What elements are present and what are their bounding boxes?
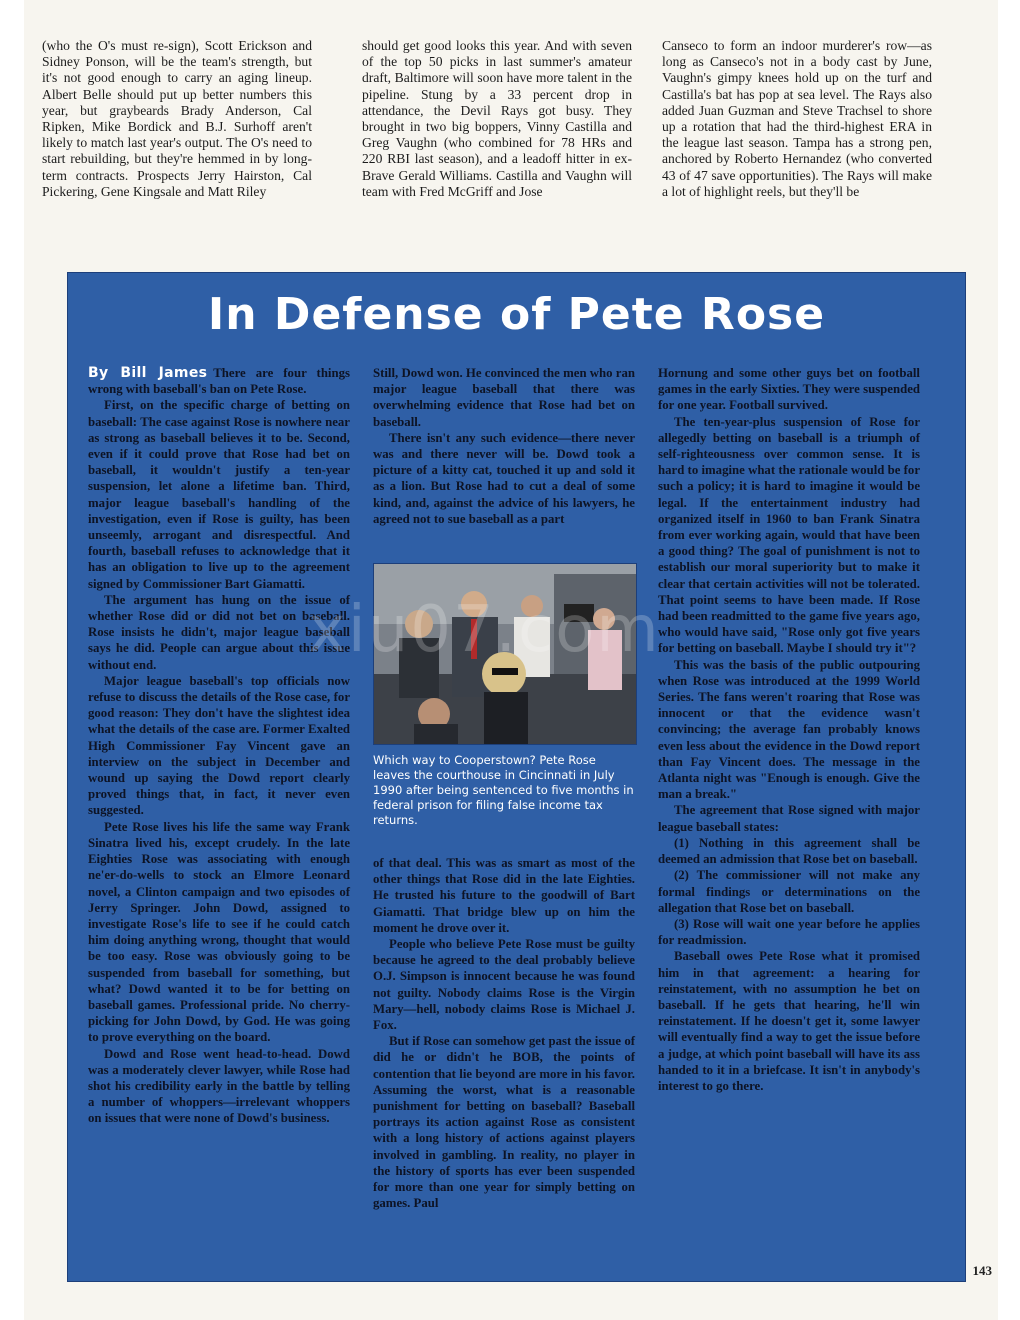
paragraph: Pete Rose lives his life the same way Frank Sinatra lived his, except crudely. In the late Eighties Rose was associating with enough ne'er-do-wells to stock an Elmore Leonard novel, a Clinton campaign and two episodes of Jerry Springer. John Dowd, assigned to investigate Rose's life to see if he could catch him doing anything wrong, thought that would be too easy. Rose was obviously going to be suspended from baseball for something, but what? Dowd wanted it to be for betting on baseball games. Professional pride. No cherry-picking for John Dowd, by God. He was going to prove everything on the board. (88, 819, 350, 1045)
paragraph (88, 365, 350, 397)
paragraph: Baseball owes Pete Rose what it promised him in that agreement: a hearing for reinstatement, with no assumption he bet on baseball. If he gets that hearing, he'll win reinstatement. If he doesn't get it, some lawyer will eventually find a way to get the issue before a judge, at which point baseball will have its ass handed to it in a briefcase. It isn't in anybody's interest to go there. (658, 949, 920, 1093)
top-column-2 (362, 38, 632, 200)
paragraph: The agreement that Rose signed with major league baseball states: (658, 803, 920, 834)
sidebar-column-2-top (373, 365, 635, 527)
paragraph: Major league baseball's top officials now refuse to discuss the details of the Rose case, for good reason: They don't have the slightest idea what the details of the case are. Former Exalted High Commissioner Fay Vincent gave an interview on the subject in December and wound up saying the Dowd report clearly proved things that, in fact, it never even suggested. (88, 673, 350, 818)
paragraph: There isn't any such evidence—there never was and there never will be. Dowd took a picture of a kitty cat, touched it up and sold it as a lion. But Rose had to cut a deal of some kind, and, against the advice of his lawyers, he agreed not to sue baseball as a part (373, 430, 635, 526)
sidebar-headline: In Defense of Pete Rose (207, 289, 826, 340)
paragraph: But if Rose can somehow get past the issue of did he or didn't he BOB, the points of contention that lie beyond are more in his favor. Assuming the worst, what is a reasonable punishment for betting on baseball? Baseball portrays its action against Rose as consistent with a long history of actions against players involved in gambling. In reality, no player in the history of sports has ever been suspended for more than one year for simply betting on games. Paul (373, 1034, 635, 1211)
page-number: 143 (972, 1263, 992, 1278)
paragraph: Still, Dowd won. He convinced the men who ran major league baseball that there was overwhelming evidence that Rose had bet on baseball. (373, 366, 635, 429)
top-column-text: should get good looks this year. And with seven of the top 50 picks in last summer's amateur draft, Baltimore will soon have more talent in the pipeline. Stung by a 33 percent drop in attendance, the Devil Rays got busy. They brought in two big boppers, Vinny Castilla and Greg Vaughn (who combined for 78 HRs and 220 RBI last season), and a leadoff hitter in ex-Brave Gerald Williams. Castilla and Vaughn will team with Fred McGriff and Jose (362, 38, 632, 199)
paragraph: (1) Nothing in this agreement shall be deemed an admission that Rose bet on baseball. (658, 835, 920, 867)
sidebar-column-2-bottom (373, 855, 635, 1211)
top-column-text: (who the O's must re-sign), Scott Erickson and Sidney Ponson, will be the team's strength, but it's not good enough to carry an aging lineup. Albert Belle should put up better numbers this year, but graybeards Brady Anderson, Cal Ripken, Mike Bordick and B.J. Surhoff aren't likely to match last year's output. The O's need to start rebuilding, but they're hemmed in by long-term contracts. Prospects Jerry Hairston, Cal Pickering, Gene Kingsale and Matt Riley (42, 38, 312, 199)
paragraph: (3) Rose will wait one year before he applies for readmission. (658, 916, 920, 948)
paragraph: Hornung and some other guys bet on football games in the early Sixties. They were suspended for one year. Football survived. (658, 366, 920, 413)
paragraph: First, on the specific charge of betting on baseball: The case against Rose is nowhere near as strong as baseball believes it to be. Second, even if it could prove that Rose had bet on baseball, it wouldn't justify a ten-year suspension, let alone a lifetime ban. Third, major league baseball's handling of the investigation, even if Rose is guilty, has been unseemly, arrogant and disrespectful. And fourth, baseball refuses to acknowledge that it has an obligation to live up to the agreement signed by Commissioner Bart Giamatti. (88, 398, 350, 591)
paragraph: This was the basis of the public outpouring when Rose was introduced at the 1999 World Series. The fans weren't roaring that Rose was innocent or that the evidence wasn't convincing; the average fan probably knows even less about the evidence in the Dowd report than Fay Vincent does. The message in the Atlanta night was "Enough is enough. Give the man a break." (658, 657, 920, 802)
paragraph-text: There are four things wrong with baseball's ban on Pete Rose. (88, 366, 350, 397)
top-column-3 (662, 38, 932, 200)
paragraph: The argument has hung on the issue of whether Rose did or did not bet on baseball. Rose insists he didn't, major league baseball says he did. People can argue about this issue without end. (88, 592, 350, 672)
paragraph: People who believe Pete Rose must be guilty because he agreed to the deal probably believe O.J. Simpson is innocent because he was found not guilty. Nobody claims Rose is the Virgin Mary—hell, nobody claims Rose is Michael J. Fox. (373, 937, 635, 1033)
top-column-text: Canseco to form an indoor murderer's row—as long as Canseco's not in a body cast by June, Vaughn's gimpy knees hold up on the turf and Castilla's bat has pop at sea level. The Rays also added Juan Guzman and Steve Trachsel to shore up a rotation that had the third-highest ERA in the league last season. Tampa has a strong pen, anchored by Roberto Hernandez (who converted 43 of 47 save opportunities). The Rays will make a lot of highlight reels, but they'll be (662, 38, 932, 199)
sidebar-column-1 (88, 365, 350, 1127)
byline: By Bill James (88, 365, 208, 381)
paragraph: Dowd and Rose went head-to-head. Dowd was a moderately clever lawyer, while Rose had shot his credibility early in the battle by telling a number of whoppers—irrelevant whoppers on issues that were none of Dowd's business. (88, 1046, 350, 1126)
paragraph: The ten-year-plus suspension of Rose for allegedly betting on baseball is a triumph of self-righteousness over common sense. It is hard to imagine what the rationale would be for such a policy; it is hard to imagine it would be legal. If the entertainment industry had organized itself in 1960 to ban Frank Sinatra from ever working again, would that have been a good thing? The goal of punishment is not to establish our moral superiority but to make it clear that certain activities will not be tolerated. That point seems to have been made. If Rose had been readmitted to the game five years ago, who would have said, "Rose only got five years for betting on baseball. Maybe I should try it"? (658, 414, 920, 656)
watermark: xiu07.com (308, 593, 661, 667)
paragraph: (2) The commissioner will not make any formal findings or determinations on the allegation that Rose bet on baseball. (658, 868, 920, 915)
photo-caption: Which way to Cooperstown? Pete Rose leaves the courthouse in Cincinnati in July 1990 after being sentenced to five months in federal prison for filing false income tax returns. (373, 753, 634, 827)
paragraph: of that deal. This was as smart as most of the other things that Rose did in the late Eighties. He trusted his future to the goodwill of Bart Giamatti. That bridge blew up on him the moment he drove over it. (373, 856, 635, 935)
magazine-page (24, 0, 998, 1320)
sidebar-box (67, 272, 966, 1282)
top-column-1 (42, 38, 312, 200)
sidebar-column-3 (658, 365, 920, 1094)
